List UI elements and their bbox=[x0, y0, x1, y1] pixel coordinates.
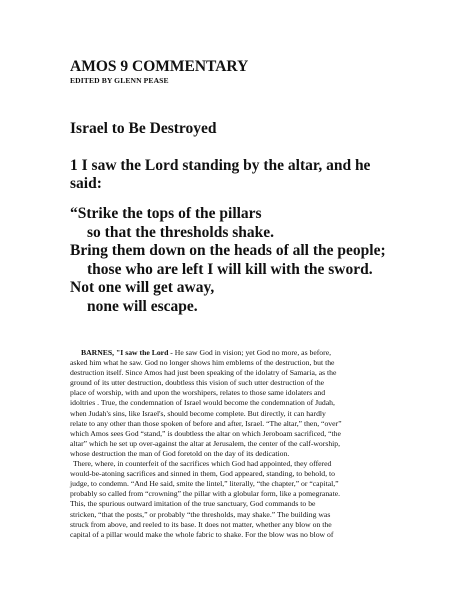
commentary-line: would-be-atoning sacrifices and sinned in them, God appeared, standing, to behold, to bbox=[70, 469, 335, 479]
commentary-line: place of worship, with and upon the worshipers, relates to those same idolaters and bbox=[70, 388, 326, 398]
document-title: AMOS 9 COMMENTARY bbox=[70, 58, 249, 75]
commentary-line: capital of a pillar would make the whole fabric to shake. For the blow was no blow of bbox=[70, 529, 334, 539]
document-subtitle: EDITED BY GLENN PEASE bbox=[70, 76, 169, 85]
commentary-line: stricken, “that the posts,” or probably “the thresholds, may shake.” The building was bbox=[70, 509, 331, 519]
commentary-line: There, where, in counterfeit of the sacrifices which God had appointed, they offered bbox=[73, 459, 332, 469]
commentary-line: This, the spurious outward imitation of the true sanctuary, God commands to be bbox=[70, 499, 316, 509]
commentary-line: ground of its utter destruction, doubtless this vision of such utter destruction of the bbox=[70, 378, 325, 388]
verse-line: said: bbox=[70, 175, 102, 192]
quote-line: Bring them down on the heads of all the people; bbox=[70, 242, 386, 260]
commentary-line: judge, to condemn. “And He said, smite the lintel,” literally, “the chapter,” or “capital,” bbox=[70, 479, 339, 489]
commentary-line: asked him what he saw. God no longer shows him emblems of the destruction, but the bbox=[70, 358, 335, 368]
quote-line: those who are left I will kill with the sword. bbox=[87, 260, 373, 278]
commentary-body bbox=[70, 348, 410, 540]
commentary-line: idoltries . True, the condemnation of Israel would become the condemnation of Judah, bbox=[70, 398, 335, 408]
section-heading: Israel to Be Destroyed bbox=[70, 120, 217, 137]
commentary-line: when Judah's sins, like Israel's, should become complete. But directly, it can hardly bbox=[70, 408, 326, 418]
verse-line: 1 I saw the Lord standing by the altar, and he bbox=[70, 157, 371, 174]
commentary-line: BARNES, "I saw the Lord - He saw God in vision; yet God no more, as before, bbox=[81, 348, 332, 357]
commentary-line: which Amos sees God “stand,” is doubtless the altar on which Jeroboam sacrificed, “the bbox=[70, 428, 341, 438]
commentary-line: whose destruction the man of God foretold on the day of its dedication. bbox=[70, 448, 290, 458]
commentary-line: struck from above, and reeled to its base. It does not matter, whether any blow on the bbox=[70, 519, 332, 529]
scripture-quote bbox=[70, 205, 386, 317]
commentary-lead: BARNES, "I saw the Lord - bbox=[81, 348, 175, 357]
quote-line: “Strike the tops of the pillars bbox=[70, 205, 262, 222]
quote-line: none will escape. bbox=[87, 297, 198, 315]
commentary-line: relate to any other than those spoken of before and after, Israel. “The altar,” then, “over” bbox=[70, 418, 342, 428]
commentary-line: destruction itself. Since Amos had just been speaking of the idolatry of Samaria, as the bbox=[70, 368, 337, 378]
quote-line: Not one will get away, bbox=[70, 279, 215, 297]
commentary-line: altar” which he set up over-against the altar at Jerusalem, the center of the calf-worship, bbox=[70, 438, 341, 448]
verse-text bbox=[70, 157, 410, 193]
commentary-line: probably so called from “crowning” the pillar with a globular form, like a pomegranate. bbox=[70, 489, 341, 499]
quote-line: so that the thresholds shake. bbox=[87, 223, 275, 241]
